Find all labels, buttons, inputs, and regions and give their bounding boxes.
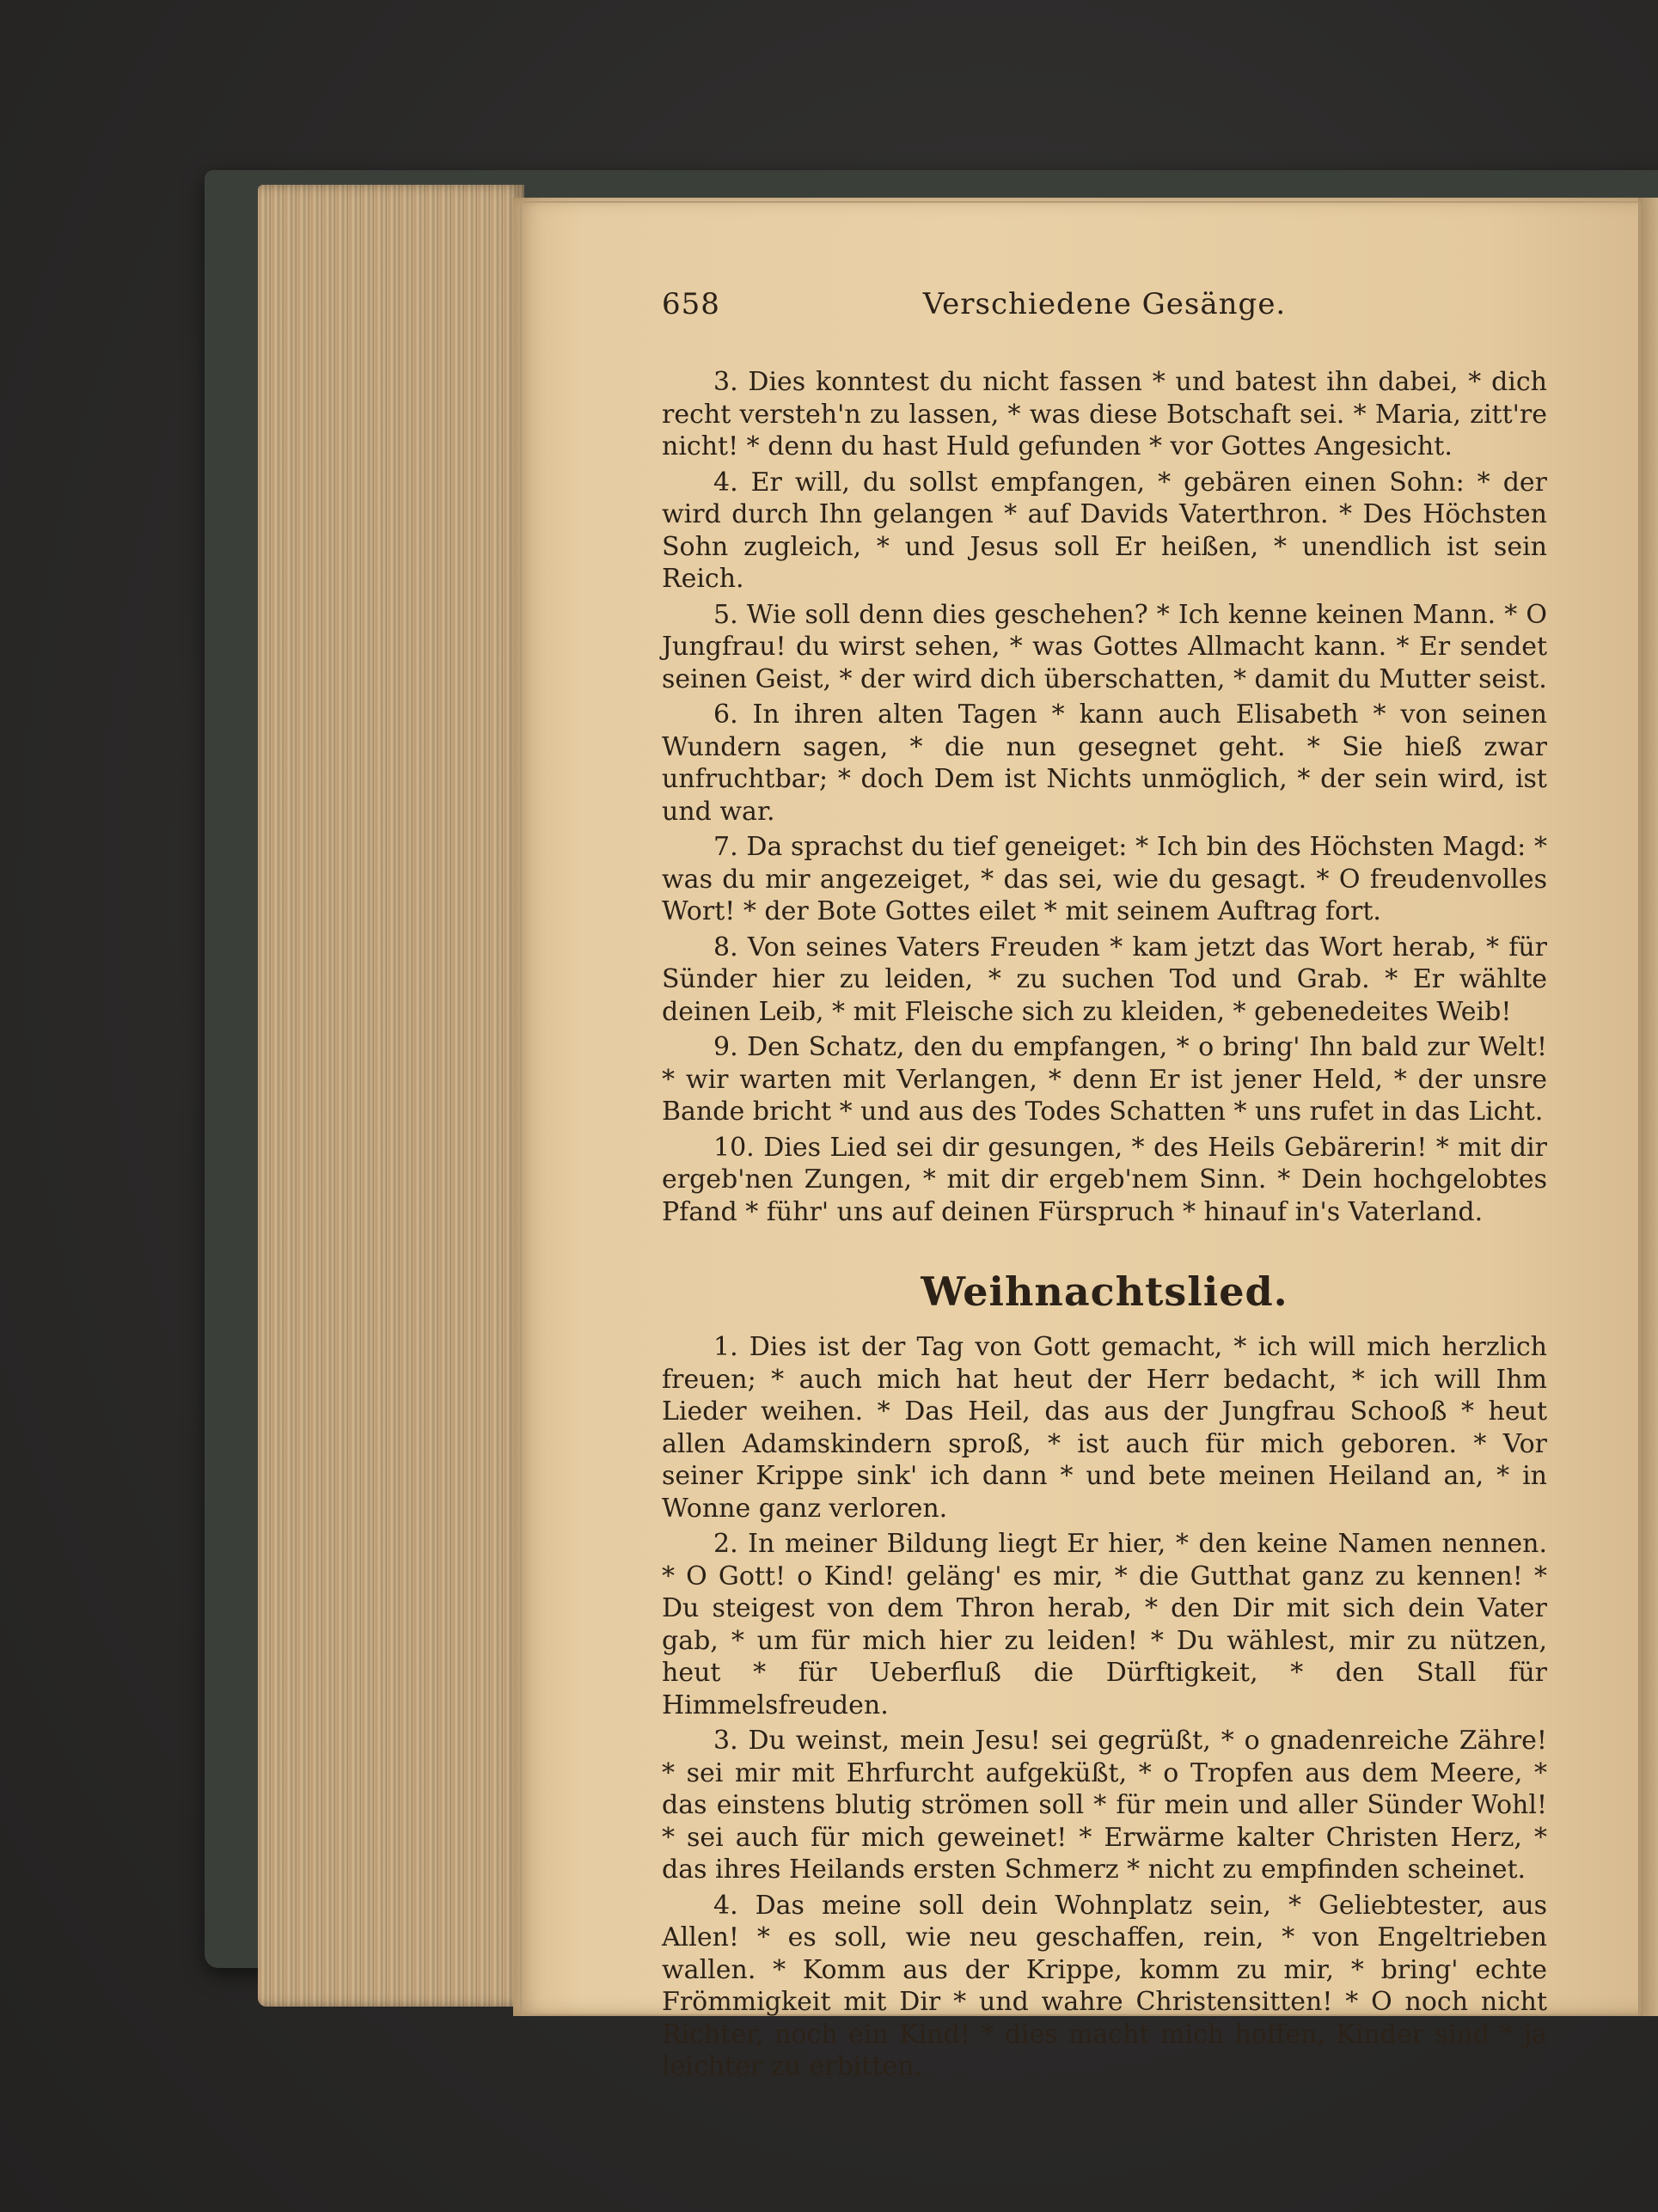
verse: 4. Er will, du sollst empfangen, * gebären einen Sohn: * der wird durch Ihn gelangen * auf Davids Vaterthron. * Des Höchsten Sohn zugleich, * und Jesus soll Er heißen, * unendlich ist sein Reich.: [662, 467, 1547, 594]
running-head: [662, 284, 1547, 332]
verse: 9. Den Schatz, den du empfangen, * o bring' Ihn bald zur Welt! * wir warten mit Verlangen, * denn Er ist jener Held, * der unsre Bande bricht * und aus des Todes Schatten * uns rufet in das Licht.: [662, 1032, 1547, 1127]
verse: 6. In ihren alten Tagen * kann auch Elisabeth * von seinen Wundern sagen, * die nun gesegnet geht. * Sie hieß zwar unfruchtbar; * doch Dem ist Nichts unmöglich, * der sein wird, ist und war.: [662, 700, 1547, 827]
verse: 3. Dies konntest du nicht fassen * und batest ihn dabei, * dich recht versteh'n zu lassen, * was diese Botschaft sei. * Maria, zitt're nicht! * denn du hast Huld gefunden * vor Gottes Angesicht.: [662, 367, 1547, 461]
page-number: 658: [662, 287, 720, 321]
running-title: Verschiedene Gesänge.: [922, 287, 1287, 321]
verse: 7. Da sprachst du tief geneiget: * Ich bin des Höchsten Magd: * was du mir angezeiget, * das sei, wie du gesagt. * O freudenvolles Wort! * der Bote Gottes eilet * mit seinem Auftrag fort.: [662, 832, 1547, 926]
verse: 2. In meiner Bildung liegt Er hier, * den keine Namen nennen. * O Gott! o Kind! geläng' es mir, * die Gutthat ganz zu kennen! * Du steigest von dem Thron herab, * den Dir mit sich dein Vater gab, * um für mich hier zu leiden! * Du wählest, mir zu nützen, heut * für Ueberfluß die Dürftigkeit, * den Stall für Himmelsfreuden.: [662, 1529, 1547, 1720]
song-title: Weihnachtslied.: [921, 1268, 1288, 1315]
verse: 10. Dies Lied sei dir gesungen, * des Heils Gebärerin! * mit dir ergeb'nen Zungen, * mit dir ergeb'nem Sinn. * Dein hochgelobtes Pfand * führ' uns auf deinen Fürspruch * hinauf in's Vaterland.: [662, 1132, 1547, 1227]
verse: 1. Dies ist der Tag von Gott gemacht, * ich will mich herzlich freuen; * auch mich hat heut der Herr bedacht, * ich will Ihm Lieder weihen. * Das Heil, das aus der Jungfrau Schooß * heut allen Adamskindern sproß, * ist auch für mich geboren. * Vor seiner Krippe sink' ich dann * und bete meinen Heiland an, * in Wonne ganz verloren.: [662, 1332, 1547, 1524]
verse: 4. Das meine soll dein Wohnplatz sein, * Geliebtester, aus Allen! * es soll, wie neu geschaffen, rein, * von Engeltrieben wallen. * Komm aus der Krippe, komm zu mir, * bring' echte Frömmigkeit mit Dir * und wahre Christensitten! * O noch nicht Richter, noch ein Kind! * dies macht mich hoffen, Kinder sind * ja leichter zu erbitten.: [662, 1890, 1547, 2081]
page-text: [662, 284, 1547, 2087]
verse: 8. Von seines Vaters Freuden * kam jetzt das Wort herab, * für Sünder hier zu leiden, * zu suchen Tod und Grab. * Er wählte deinen Leib, * mit Fleische sich zu kleiden, * gebenedeites Weib!: [662, 932, 1547, 1027]
page-edges: [258, 185, 524, 2007]
verse: 5. Wie soll denn dies geschehen? * Ich kenne keinen Mann. * O Jungfrau! du wirst sehen, * was Gottes Allmacht kann. * Er sendet seinen Geist, * der wird dich überschatten, * damit du Mutter seist.: [662, 599, 1547, 694]
facing-page-edge: [1638, 198, 1658, 2016]
verse: 3. Du weinst, mein Jesu! sei gegrüßt, * o gnadenreiche Zähre! * sei mir mit Ehrfurcht aufgeküßt, * o Tropfen aus dem Meere, * das einstens blutig strömen soll * für mein und aller Sünder Wohl! * sei auch für mich geweinet! * Erwärme kalter Christen Herz, * das ihres Heilands ersten Schmerz * nicht zu empfinden scheinet.: [662, 1726, 1547, 1885]
